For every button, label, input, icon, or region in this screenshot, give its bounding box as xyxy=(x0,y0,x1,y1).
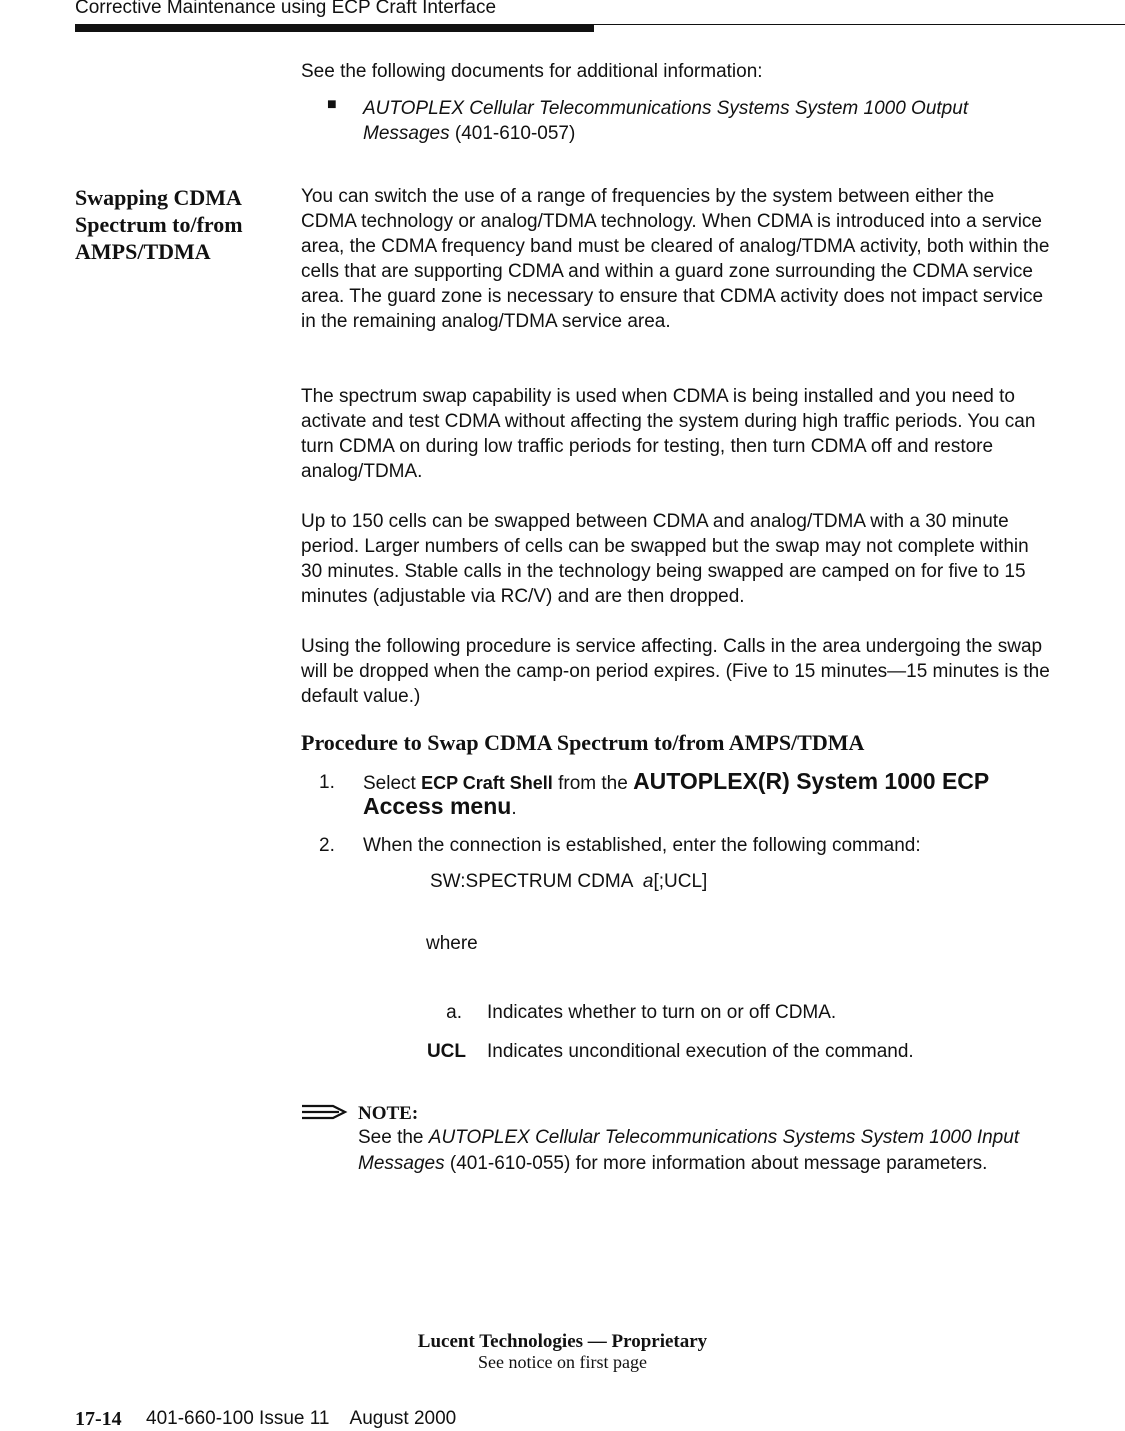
running-header: Corrective Maintenance using ECP Craft Interface xyxy=(75,0,497,18)
step-text-part: Select xyxy=(363,773,422,794)
note-text xyxy=(358,1125,1038,1177)
procedure-heading: Procedure to Swap CDMA Spectrum to/from AMPS/TDMA xyxy=(301,730,865,755)
note-arrow-icon xyxy=(301,1103,349,1126)
step-number: 2. xyxy=(319,835,335,856)
command-prefix: SW:SPECTRUM CDMA xyxy=(430,871,643,892)
reference-code: (401-610-057) xyxy=(449,123,576,144)
menu-item-name: ECP Craft Shell xyxy=(421,773,553,793)
menu-name: AUTOPLEX(R) System 1000 ECP Access menu xyxy=(363,768,989,819)
paragraph: The spectrum swap capability is used when CDMA is being installed and you need to activate and test CDMA without affecting the system during high traffic periods. You can turn CDMA on during low traffic periods for testing, then turn CDMA off and restore analog/TDMA. xyxy=(301,386,1036,482)
section-heading: Swapping CDMA Spectrum to/from AMPS/TDMA xyxy=(75,185,243,264)
where-label: where xyxy=(426,933,478,954)
note-text-part: (401-610-055) for more information about message parameters. xyxy=(444,1153,988,1174)
step-text xyxy=(363,770,1053,820)
intro-text: See the following documents for additional information: xyxy=(301,61,763,82)
square-bullet-icon: ■ xyxy=(327,96,337,113)
command-line xyxy=(430,871,707,893)
footer-notice: See notice on first page xyxy=(478,1352,647,1372)
command-suffix: [;UCL] xyxy=(653,871,708,892)
note-reference-title: AUTOPLEX Cellular Telecommunications Systems System 1000 Input Messages xyxy=(358,1127,1020,1174)
paragraph: Using the following procedure is service affecting. Calls in the area undergoing the swap will be dropped when the camp-on period expires. (Five to 15 minutes—15 minutes is the default value.) xyxy=(301,636,1050,707)
param-desc: Indicates whether to turn on or off CDMA. xyxy=(487,1002,837,1023)
paragraph: You can switch the use of a range of frequencies by the system between either the CDMA technology or analog/TDMA technology. When CDMA is introduced into a service area, the CDMA frequency band must be cleared of analog/TDMA activity, both within the cells that are supporting CDMA and within a guard zone surrounding the CDMA service area. The guard zone is necessary to ensure that CDMA activity does not impact service in the remaining analog/TDMA service area. xyxy=(301,186,1050,332)
step-text: When the connection is established, enter the following command: xyxy=(363,835,921,856)
document-id: 401-660-100 Issue 11 August 2000 xyxy=(146,1408,457,1429)
note-label: NOTE: xyxy=(358,1103,419,1124)
param-desc: Indicates unconditional execution of the command. xyxy=(487,1041,914,1062)
step-text-part: . xyxy=(511,798,517,819)
note-text-part: See the xyxy=(358,1127,429,1148)
param-key: UCL xyxy=(426,1041,466,1062)
step-text-part: from the xyxy=(552,773,634,794)
step-number: 1. xyxy=(319,772,335,793)
reference-title: AUTOPLEX Cellular Telecommunications Systems System 1000 Output Messages xyxy=(363,98,969,144)
footer-company: Lucent Technologies — Proprietary xyxy=(417,1331,708,1352)
param-key: a. xyxy=(446,1002,462,1023)
paragraph: Up to 150 cells can be swapped between CDMA and analog/TDMA with a 30 minute period. Larger numbers of cells can be swapped but the swap may not complete within 30 minutes. Stable calls in the technology being swapped are camped on for five to 15 minutes (adjustable via RC/V) and are then dropped. xyxy=(301,511,1029,607)
header-rule-bar xyxy=(75,24,594,32)
reference-bullet xyxy=(363,96,1043,146)
command-param: a xyxy=(642,871,654,892)
page-number: 17-14 xyxy=(75,1408,122,1430)
